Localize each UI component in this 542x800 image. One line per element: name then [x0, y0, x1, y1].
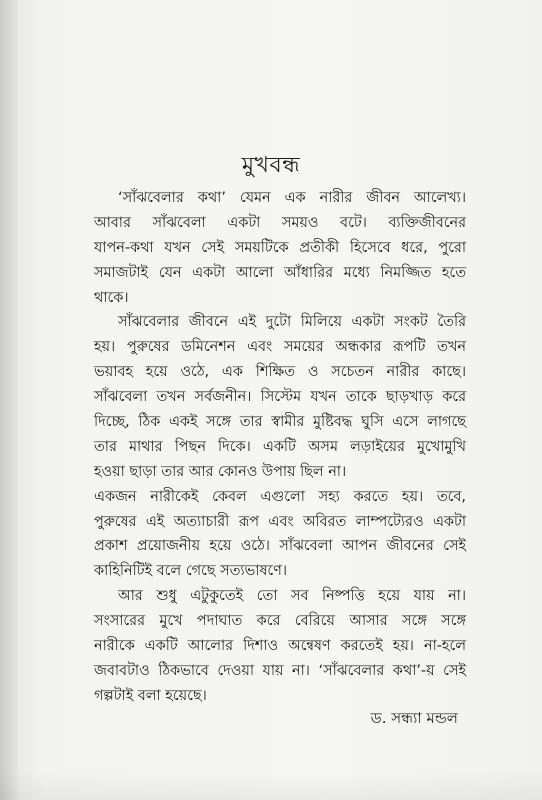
- text-line: নারীকে একটি আলোর দিশাও অন্বেষণ করতেই হয়। না-হলে: [94, 638, 466, 655]
- text-line: কাহিনিটিই বলে গেছে সত্যভাষণে।: [94, 563, 288, 580]
- text-line: হয়। পুরুষের ডমিনেশন এবং সময়ের অন্ধকার রূপটি তখন: [94, 339, 466, 356]
- paragraph-2: [94, 310, 466, 484]
- text-line: পুরুষের এই অত্যাচারী রূপ এবং অবিরত লাম্পট্যেরও একটা: [94, 513, 466, 530]
- text-line: থাকে।: [94, 289, 129, 306]
- author-signature: ড. সন্ধ্যা মন্ডল: [370, 709, 458, 727]
- paragraph-3: [94, 485, 466, 585]
- page-title: মুখবন্ধ: [241, 153, 301, 178]
- text-line: হওয়া ছাড়া তার আর কোনও উপায় ছিল না।: [94, 463, 347, 480]
- text-line: একজন নারীকেই কেবল এগুলো সহ্য করতে হয়। তবে,: [94, 488, 466, 505]
- text-line: ভয়াবহ হয়ে ওঠে, এক শিক্ষিত ও সচেতন নারীর কাছে।: [94, 364, 466, 381]
- page-fold-shadow: [0, 0, 18, 800]
- text-line: দিচ্ছে, ঠিক একই সঙ্গে তার স্বামীর মুষ্টিবদ্ধ ঘুসি এসে লাগছে: [94, 414, 466, 431]
- text-line: সাঁঝবেলার জীবনে এই দুটো মিলিয়ে একটা সংকট তৈরি: [118, 314, 466, 331]
- page-bottom-shadow: [0, 770, 542, 800]
- text-line: যাপন-কথা যখন সেই সময়টিকে প্রতীকী হিসেবে ধরে, পুরো: [94, 239, 466, 256]
- text-line: ‘সাঁঝবেলার কথা’ যেমন এক নারীর জীবন আলেখ্য।: [118, 190, 466, 206]
- text-line: প্রকাশ প্রয়োজনীয় হয়ে ওঠে। সাঁঝবেলা আপন জীবনের সেই: [94, 538, 466, 555]
- text-line: তার মাথার পিছন দিকে। একটি অসম লড়াইয়ের মুখোমুখি: [94, 438, 466, 455]
- text-line: আর শুধু এটুকুতেই তো সব নিষ্পত্তি হয়ে যায় না।: [118, 588, 466, 605]
- paragraph-4: [94, 584, 466, 708]
- preface-body: [94, 186, 466, 709]
- text-line: সমাজটাই যেন একটা আলো আঁধারির মধ্যে নিমজ্জিত হতে: [94, 264, 466, 281]
- text-line: গল্পটাই বলা হয়েছে।: [94, 687, 207, 704]
- text-line: সংসারের মুখে পদাঘাত করে বেরিয়ে আসার সঙ্গে সঙ্গে: [94, 613, 466, 630]
- text-line: আবার সাঁঝবেলা একটা সময়ও বটে। ব্যক্তিজীবনের: [94, 214, 466, 231]
- paragraph-1: [94, 186, 466, 310]
- text-line: সাঁঝবেলা তখন সর্বজনীন। সিস্টেম যখন তাকে ছাড়খাড় করে: [94, 389, 466, 406]
- text-line: জবাবটাও ঠিকভাবে দেওয়া যায় না। ‘সাঁঝবেলার কথা’-য় সেই: [94, 662, 466, 679]
